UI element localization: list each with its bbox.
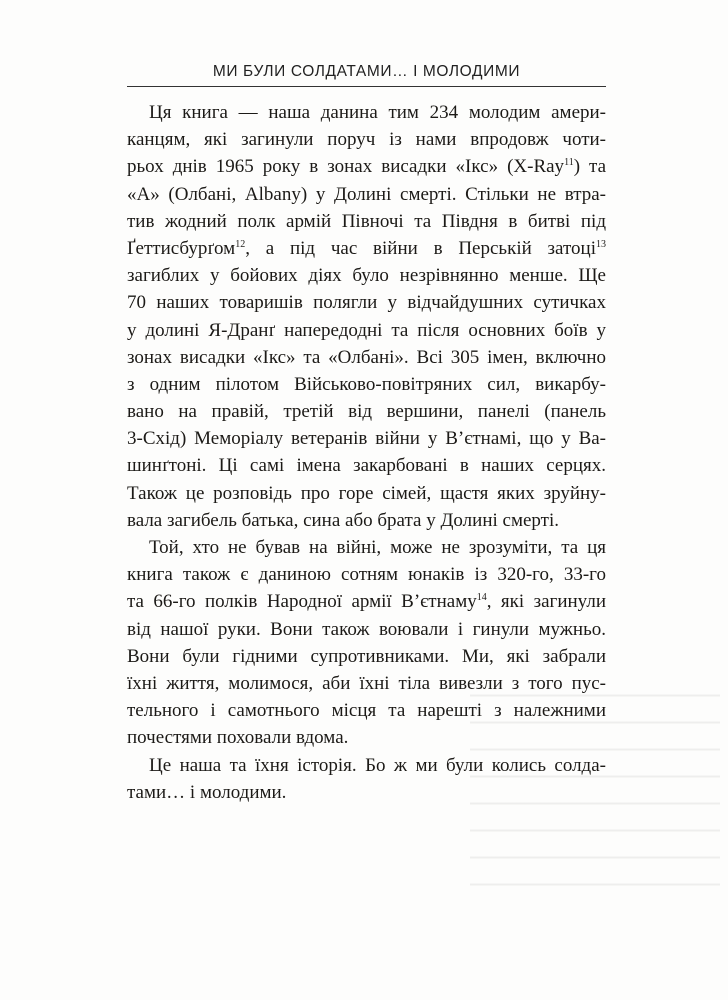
text-fragment: ) та bbox=[573, 156, 607, 178]
text-line: 3-Схід) Меморіалу ветеранів війни у В’єтнамі, що у Ва- bbox=[127, 428, 606, 450]
text-line: Вони були гідними супротивниками. Ми, які забрали bbox=[127, 645, 606, 667]
text-line: канцям, які загинули поруч із нами впродовж чоти- bbox=[127, 129, 606, 151]
footnote-ref: 14 bbox=[476, 592, 487, 604]
text-line: від нашої руки. Вони також воювали і гинули мужньо. bbox=[127, 618, 606, 640]
text-line bbox=[127, 153, 606, 180]
text-fragment: , які загинули bbox=[486, 591, 606, 613]
text-fragment: рьох днів 1965 року в зонах висадки «Ікс» (X-Ray bbox=[127, 156, 565, 178]
text-line: з одним пілотом Військово-повітряних сил, викарбу- bbox=[127, 373, 606, 395]
show-through-shadow bbox=[470, 680, 720, 910]
text-line: шинґтоні. Ці самі імена закарбовані в наших серцях. bbox=[127, 455, 606, 477]
text-fragment: та 66-го полків Народної армії В’єтнаму bbox=[127, 591, 477, 613]
header-rule bbox=[127, 86, 606, 87]
text-line: тами… і молодими. bbox=[127, 781, 287, 803]
text-fragment: , а під час війни в Перській затоці bbox=[245, 237, 596, 259]
footnote-ref: 11 bbox=[564, 157, 574, 169]
text-line: 70 наших товаришів полягли у відчайдушних сутичках bbox=[127, 292, 606, 314]
text-line: почестями поховали вдома. bbox=[127, 727, 349, 749]
text-line: Ця книга — наша данина тим 234 молодим амери- bbox=[149, 102, 606, 123]
text-line: «А» (Олбані, Albany) у Долині смерті. Стільки не втра- bbox=[127, 183, 606, 205]
text-line: у долині Я-Дранґ напередодні та після основних боїв у bbox=[127, 319, 606, 341]
footnote-ref: 13 bbox=[596, 238, 606, 250]
text-line: тельного і самотнього місця та нарешті з належними bbox=[127, 700, 606, 722]
text-line: вала загибель батька, сина або брата у Долині смерті. bbox=[127, 509, 559, 531]
text-line: вано на правій, третій від вершини, панелі (панель bbox=[127, 401, 606, 423]
text-line: Це наша та їхня історія. Бо ж ми були колись солда- bbox=[149, 754, 606, 776]
footnote-ref: 12 bbox=[235, 238, 246, 250]
text-line: їхні життя, молимося, аби їхні тіла вивезли з того пус- bbox=[127, 672, 606, 694]
text-line bbox=[127, 588, 606, 615]
running-head: МИ БУЛИ СОЛДАТАМИ… І МОЛОДИМИ bbox=[212, 63, 521, 80]
text-fragment: Ґеттисбурґом bbox=[127, 237, 236, 259]
text-line: Той, хто не бував на війні, може не зрозуміти, та ця bbox=[149, 537, 606, 558]
text-line bbox=[127, 235, 606, 262]
text-line: тив жодний полк армій Півночі та Півдня в битві під bbox=[127, 210, 606, 232]
text-line: зонах висадки «Ікс» та «Олбані». Всі 305 імен, включно bbox=[127, 346, 606, 368]
text-line: Також це розповідь про горе сімей, щастя яких зруйну- bbox=[127, 482, 606, 504]
paragraph-1 bbox=[127, 99, 606, 534]
text-line: загиблих у бойових діях було незрівнянно менше. Ще bbox=[127, 265, 606, 287]
text-line: книга також є даниною сотням юнаків із 320-го, 33-го bbox=[127, 564, 606, 586]
